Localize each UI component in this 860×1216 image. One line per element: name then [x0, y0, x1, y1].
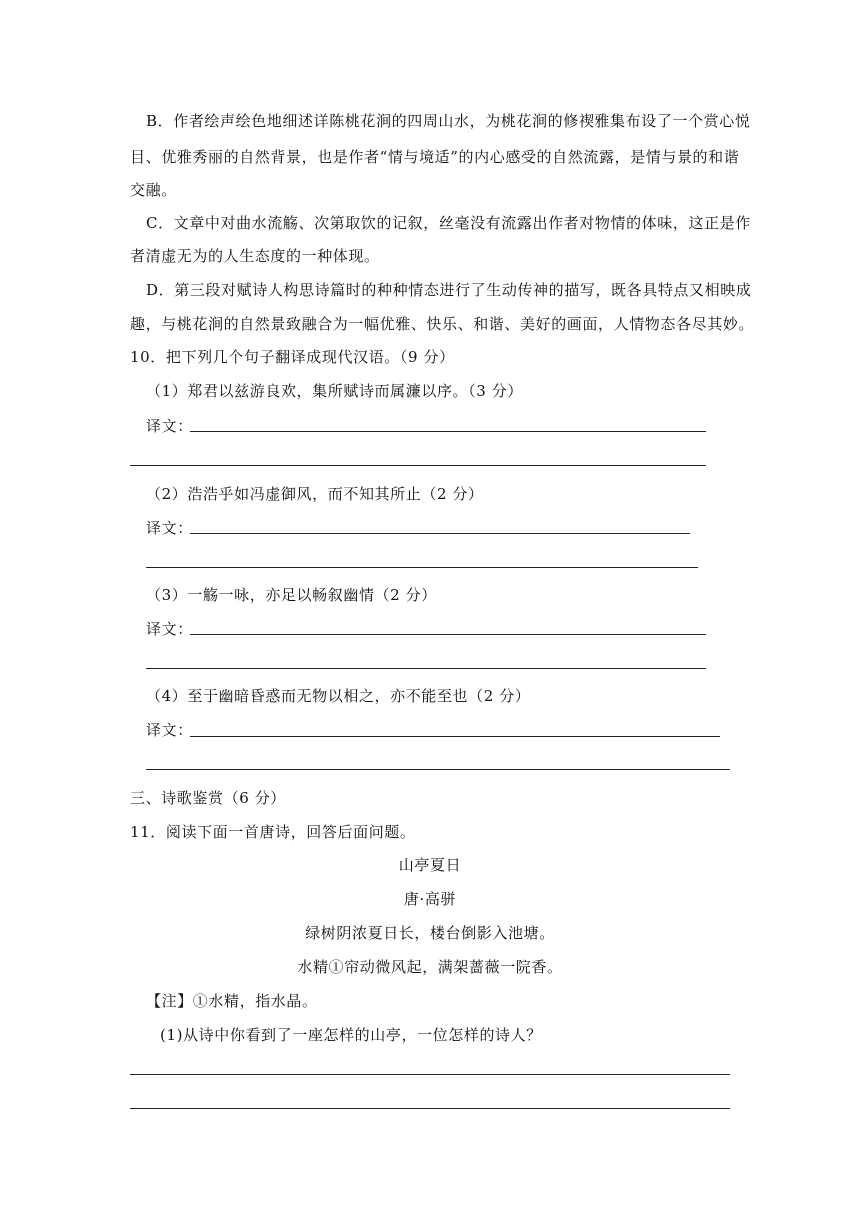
q10-answer-label-1: 译文：	[146, 417, 193, 435]
answer-line	[130, 465, 706, 466]
option-b-line-3: 交融。	[130, 181, 177, 199]
q10-item-2: （2）浩浩乎如冯虚御风，而不知其所止（2 分）	[146, 485, 484, 503]
q10-answer-label-2: 译文：	[146, 519, 193, 537]
answer-line	[146, 567, 698, 568]
poem-note: 【注】①水精，指水晶。	[146, 992, 318, 1010]
q10-title: 10．把下列几个句子翻译成现代汉语。（9 分）	[130, 348, 455, 366]
answer-line	[130, 1074, 730, 1075]
poem-title: 山亭夏日	[398, 856, 462, 874]
answer-line	[146, 769, 730, 770]
answer-line	[146, 668, 706, 669]
q10-item-3: （3）一觞一咏，亦足以畅叙幽情（2 分）	[146, 586, 437, 604]
section3-heading: 三、诗歌鉴赏（6 分）	[130, 789, 286, 807]
answer-line	[190, 533, 690, 534]
option-c-line-2: 者清虚无为的人生态度的一种体现。	[130, 247, 380, 265]
poem-line-2: 水精①帘动微风起，满架蔷薇一院香。	[297, 958, 563, 976]
answer-line	[190, 431, 706, 432]
poem-author: 唐·高骈	[403, 890, 457, 908]
q11-title: 11．阅读下面一首唐诗，回答后面问题。	[130, 823, 416, 841]
option-c-line-1: C．文章中对曲水流觞、次第取饮的记叙，丝毫没有流露出作者对物情的体味，这正是作	[146, 214, 751, 232]
option-b-line-1: B．作者绘声绘色地细述详陈桃花涧的四周山水，为桃花涧的修禊雅集布设了一个赏心悦	[146, 112, 751, 130]
q10-item-1: （1）郑君以兹游良欢，集所赋诗而属濂以序。（3 分）	[146, 382, 523, 400]
answer-line	[130, 1108, 730, 1109]
answer-line	[190, 736, 720, 737]
poem-line-1: 绿树阴浓夏日长，楼台倒影入池塘。	[305, 924, 555, 942]
option-d-line-2: 趣，与桃花涧的自然景致融合为一幅优雅、快乐、和谐、美好的画面，人情物态各尽其妙。	[130, 315, 755, 333]
q10-item-4: （4）至于幽暗昏惑而无物以相之，亦不能至也（2 分）	[146, 687, 531, 705]
option-d-line-1: D．第三段对赋诗人构思诗篇时的种种情态进行了生动传神的描写，既各具特点又相映成	[146, 281, 752, 299]
q10-answer-label-3: 译文：	[146, 620, 193, 638]
q11-sub-question-1: (1)从诗中你看到了一座怎样的山亭，一位怎样的诗人？	[160, 1026, 542, 1044]
q10-answer-label-4: 译文：	[146, 721, 193, 739]
option-b-line-2: 目、优雅秀丽的自然背景，也是作者“情与境适”的内心感受的自然流露，是情与景的和谐	[130, 148, 740, 166]
answer-line	[190, 634, 706, 635]
